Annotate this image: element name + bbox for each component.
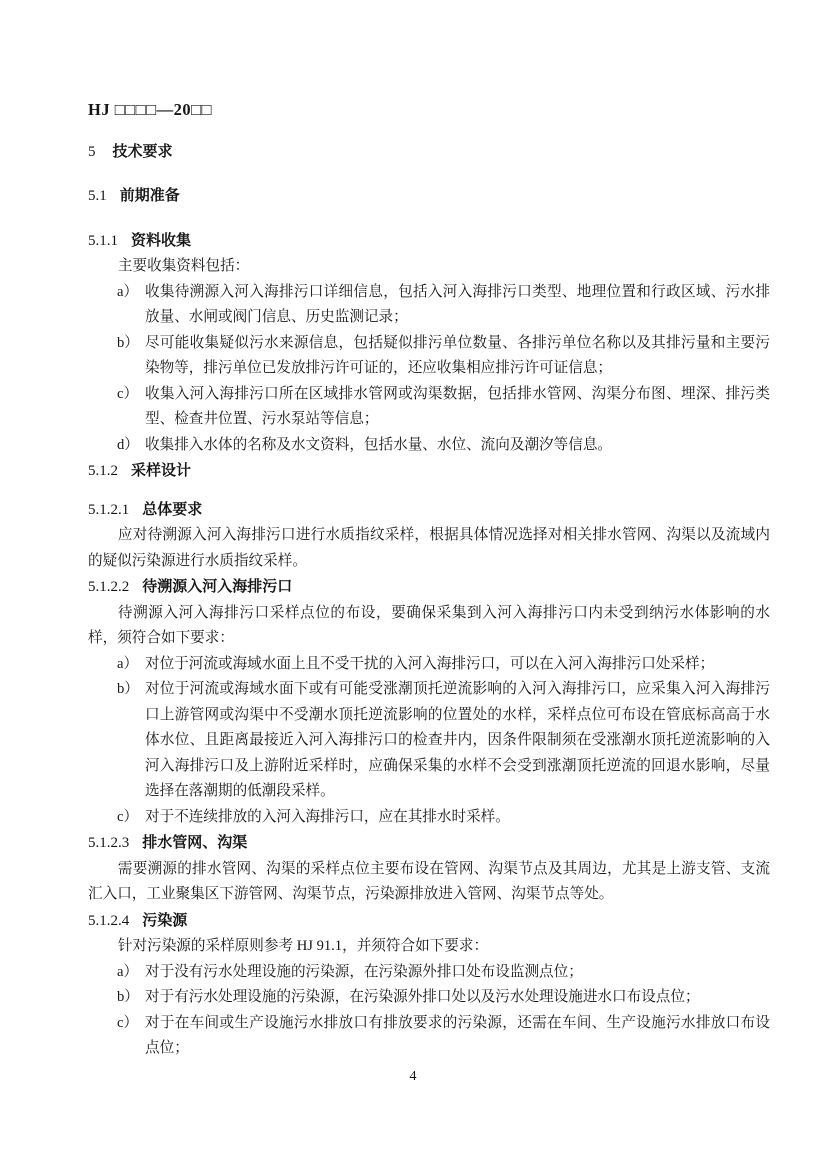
clause-heading-5-1-2-4 xyxy=(88,908,770,935)
subsection-heading-5-1 xyxy=(88,183,770,210)
list-marker: a） xyxy=(117,655,139,672)
list-item xyxy=(88,382,770,433)
paragraph-outfall-sampling: 待溯源入河入海排污口采样点位的布设，要确保采集到入河入海排污口内未受到纳污水体影响的水样，须符合如下要求： xyxy=(88,604,770,646)
document-content xyxy=(88,97,770,1062)
list-item xyxy=(88,960,770,986)
list-item xyxy=(88,677,770,805)
list-item-text: 收集待溯源入河入海排污口详细信息，包括入河入海排污口类型、地理位置和行政区域、污水排放量、水闸或阀门信息、历史监测记录； xyxy=(145,283,770,325)
list-item-text: 对于有污水处理设施的污染源，在污染源外排口处以及污水处理设施进水口布设点位； xyxy=(145,989,700,1005)
list-item xyxy=(88,805,770,831)
list-marker: a） xyxy=(117,963,139,980)
list-marker: b） xyxy=(117,334,139,351)
paragraph-pipe-network: 需要溯源的排水管网、沟渠的采样点位主要布设在管网、沟渠节点及其周边，尤其是上游支管、支流汇入口，工业聚集区下游管网、沟渠节点，污染源排放进入管网、沟渠节点等处。 xyxy=(88,860,770,902)
list-item-text: 收集排入水体的名称及水文资料，包括水量、水位、流向及潮汐等信息。 xyxy=(145,436,613,453)
list-marker: c） xyxy=(117,1014,139,1031)
section-number: 5.1.1 xyxy=(88,232,118,249)
list-marker: c） xyxy=(117,808,139,825)
list-item-text: 对于在车间或生产设施污水排放口有排放要求的污染源，还需在车间、生产设施污水排放口布设点位； xyxy=(145,1014,770,1056)
list-item-text: 收集入河入海排污口所在区域排水管网或沟渠数据，包括排水管网、沟渠分布图、埋深、排污类型、检查井位置、污水泵站等信息； xyxy=(145,385,770,427)
paragraph-collect-intro: 主要收集资料包括： xyxy=(117,258,250,274)
paragraph-pollution-source: 针对污染源的采样原则参考 HJ 91.1，并须符合如下要求： xyxy=(117,938,489,954)
section-title: 技术要求 xyxy=(112,142,173,160)
section-title: 采样设计 xyxy=(131,462,192,479)
list-item-text: 对位于河流或海域水面上且不受干扰的入河入海排污口，可以在入河入海排污口处采样； xyxy=(145,655,715,672)
section-number: 5.1.2 xyxy=(88,463,118,479)
section-title: 前期准备 xyxy=(119,187,180,204)
clause-heading-5-1-2-1 xyxy=(88,497,770,524)
list-item xyxy=(88,985,770,1011)
section-title: 排水管网、沟渠 xyxy=(142,834,248,851)
list-item xyxy=(88,331,770,382)
clause-heading-5-1-2-3 xyxy=(88,830,770,857)
list-marker: d） xyxy=(117,436,139,453)
list-marker: b） xyxy=(117,989,139,1005)
section-number: 5.1.2.4 xyxy=(88,912,130,929)
list-item-text: 对位于河流或海域水面下或有可能受涨潮顶托逆流影响的入河入海排污口，应采集入河入海排污口上游管网或沟渠中不受潮水顶托逆流影响的位置处的水样，采样点位可布设在管底标高高于水体水位、且距离最接近入河入海排污口的检查井内，因条件限制须在受涨潮水顶托逆流影响的入河入海排污口及上游附近采样时，应确保采集的水样不会受到涨潮顶托逆流的回退水影响，尽量选择在落潮期的低潮段采样。 xyxy=(145,681,770,799)
clause-heading-5-1-1 xyxy=(88,228,770,255)
list-marker: c） xyxy=(117,385,139,402)
section-number: 5 xyxy=(88,143,96,160)
clause-heading-5-1-2-2 xyxy=(88,574,770,601)
list-item-text: 对于不连续排放的入河入海排污口，应在其排水时采样。 xyxy=(145,808,510,825)
paragraph-general-requirements: 应对待溯源入河入海排污口进行水质指纹采样，根据具体情况选择对相关排水管网、沟渠以及流域内的疑似污染源进行水质指纹采样。 xyxy=(88,527,770,569)
section-number: 5.1 xyxy=(88,188,107,204)
list-marker: b） xyxy=(117,681,139,697)
standard-code-header: HJ □□□□—20□□ xyxy=(88,100,213,119)
section-title: 待溯源入河入海排污口 xyxy=(142,578,293,595)
list-item xyxy=(88,280,770,331)
section-heading-5 xyxy=(88,139,770,166)
list-item xyxy=(88,1011,770,1062)
list-item xyxy=(88,433,770,459)
list-pollution-source-requirements xyxy=(88,960,770,1062)
list-item xyxy=(88,652,770,678)
list-marker: a） xyxy=(117,283,139,300)
list-outfall-requirements xyxy=(88,652,770,831)
section-number: 5.1.2.1 xyxy=(88,501,130,518)
list-collect-items xyxy=(88,280,770,459)
list-item-text: 对于没有污水处理设施的污染源，在污染源外排口处布设监测点位； xyxy=(145,963,583,980)
section-number: 5.1.2.2 xyxy=(88,579,130,595)
section-title: 资料收集 xyxy=(131,231,192,249)
page-number: 4 xyxy=(409,1069,417,1084)
section-title: 总体要求 xyxy=(142,500,203,518)
list-item-text: 尽可能收集疑似污水来源信息，包括疑似排污单位数量、各排污单位名称以及其排污量和主要污染物等，排污单位已发放排污许可证的，还应收集相应排污许可证信息； xyxy=(145,334,770,376)
clause-heading-5-1-2 xyxy=(88,458,770,485)
section-title: 污染源 xyxy=(142,911,188,929)
section-number: 5.1.2.3 xyxy=(88,835,130,851)
